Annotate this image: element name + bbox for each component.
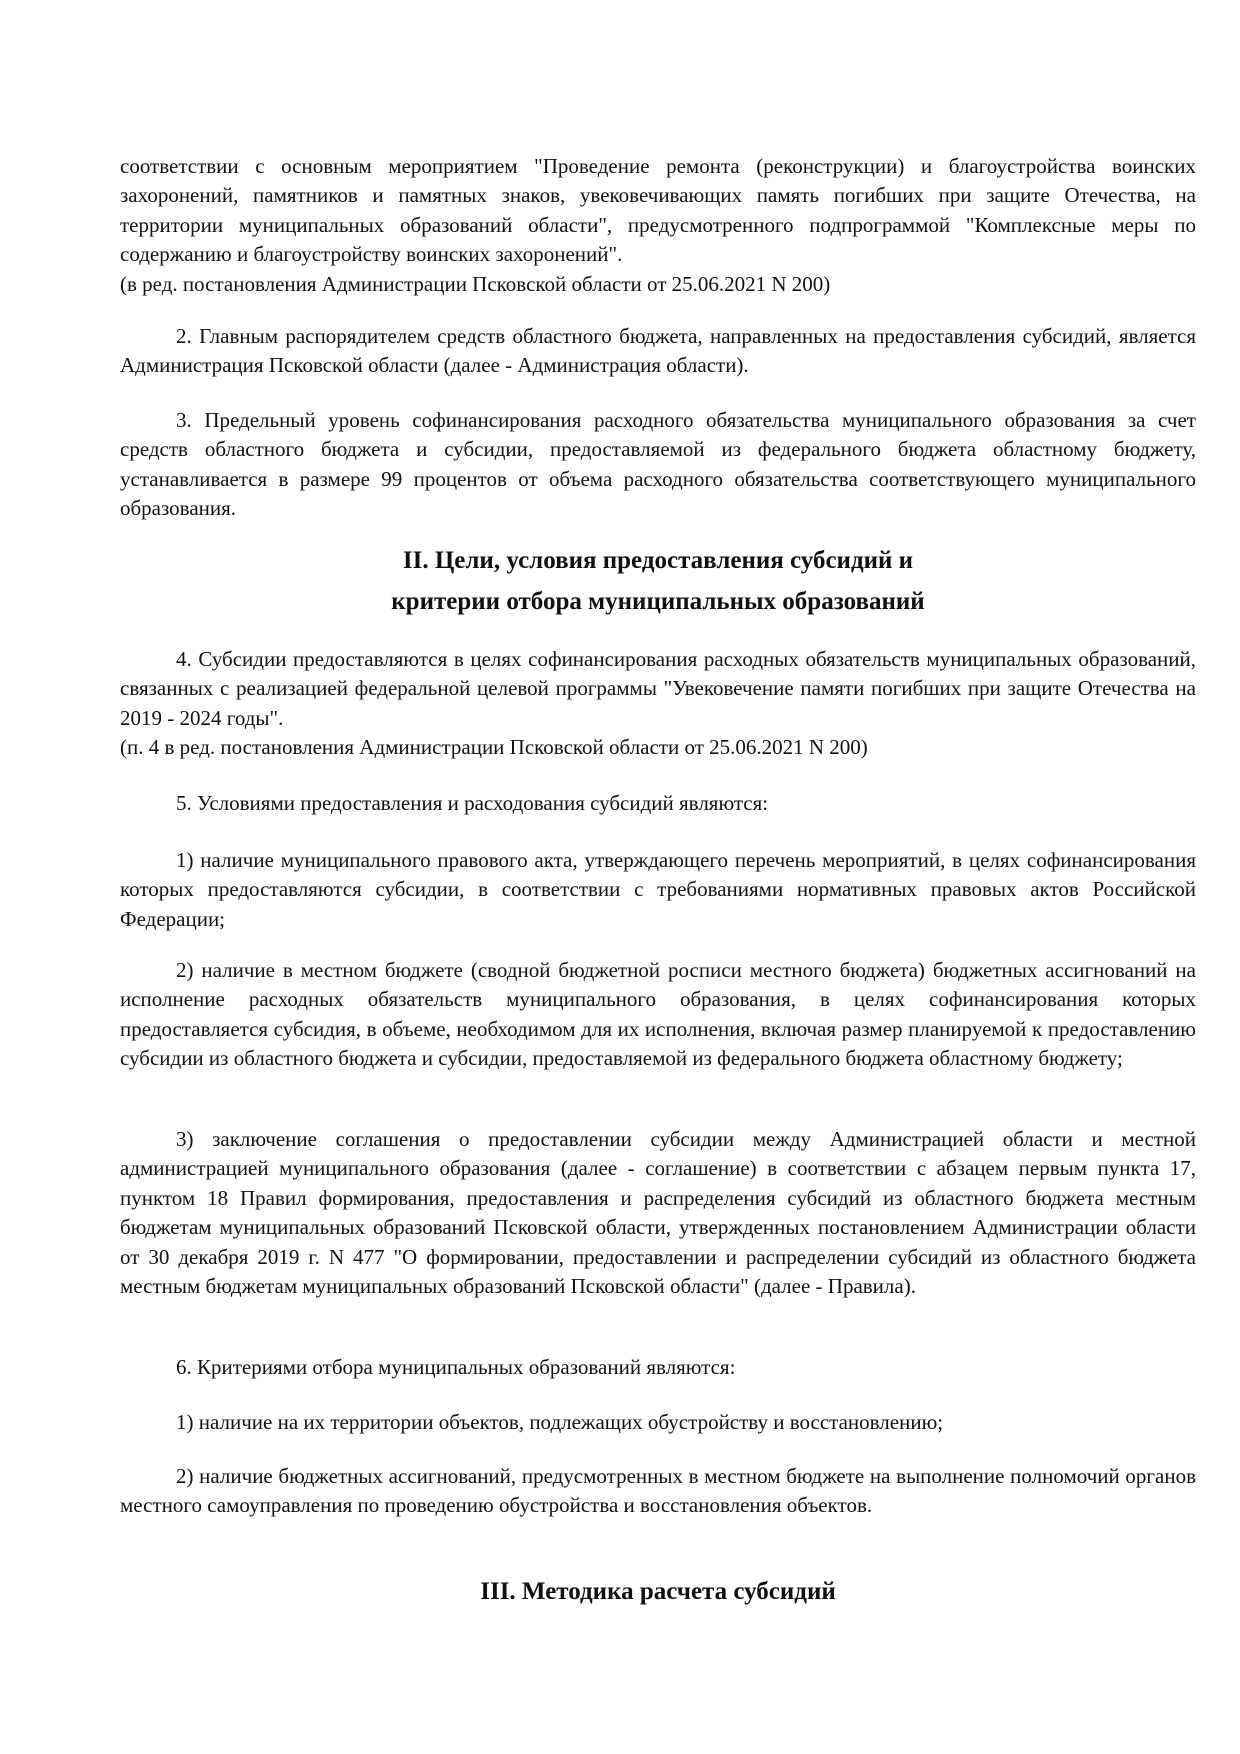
amendment-note: (в ред. постановления Администрации Псковской области от 25.06.2021 N 200) (120, 272, 831, 296)
paragraph-4: 4. Субсидии предоставляются в целях софинансирования расходных обязательств муниципальных образований, связанных с реализацией федеральной целевой программы "Увековечение памяти погибших при защите Отечества на 2019 - 2024 годы". (120, 647, 1196, 730)
section-2-heading-line-1: II. Цели, условия предоставления субсидий и (402, 547, 914, 574)
condition-3: 3) заключение соглашения о предоставлении субсидии между Администрацией области и местной администрацией муниципального образования (далее - соглашение) в соответствии с абзацем первым пункта 17, пунктом 18 Правил формирования, предоставления и распределения субсидий из областного бюджета местным бюджетам муниципальных образований Псковской области, утвержденных постановлением Администрации области от 30 декабря 2019 г. N 477 "О формировании, предоставлении и распределении субсидий из областного бюджета местным бюджетам муниципальных образований Псковской области" (далее - Правила). (120, 1127, 1196, 1299)
condition-1: 1) наличие муниципального правового акта, утверждающего перечень мероприятий, в целях софинансирования которых предоставляются субсидии, в соответствии с требованиями нормативных правовых актов Российской Федерации; (120, 848, 1196, 931)
paragraph-continuation: соответствии с основным мероприятием "Проведение ремонта (реконструкции) и благоустройства воинских захоронений, памятников и памятных знаков, увековечивающих память погибших при защите Отечества, на территории муниципальных образований области", предусмотренного подпрограммой "Комплексные меры по содержанию и благоустройству воинских захоронений". (120, 154, 1196, 267)
paragraph-3: 3. Предельный уровень софинансирования расходного обязательства муниципального образования за счет средств областного бюджета и субсидии, предоставляемой из федерального бюджета областному бюджету, устанавливается в размере 99 процентов от объема расходного обязательства соответствующего муниципального образования. (120, 408, 1196, 521)
amendment-note-4: (п. 4 в ред. постановления Администрации Псковской области от 25.06.2021 N 200) (120, 735, 868, 759)
paragraph-6: 6. Критериями отбора муниципальных образований являются: (176, 1355, 736, 1379)
paragraph-5: 5. Условиями предоставления и расходования субсидий являются: (176, 791, 769, 815)
criterion-1: 1) наличие на их территории объектов, подлежащих обустройству и восстановлению; (176, 1410, 944, 1434)
section-3-heading: III. Методика расчета субсидий (480, 1578, 836, 1605)
criterion-2: 2) наличие бюджетных ассигнований, предусмотренных в местном бюджете на выполнение полномочий органов местного самоуправления по проведению обустройства и восстановления объектов. (120, 1464, 1196, 1518)
paragraph-2: 2. Главным распорядителем средств областного бюджета, направленных на предоставления субсидий, является Администрация Псковской области (далее - Администрация области). (120, 324, 1196, 378)
section-2-heading-line-2: критерии отбора муниципальных образований (391, 588, 925, 615)
condition-2: 2) наличие в местном бюджете (сводной бюджетной росписи местного бюджета) бюджетных ассигнований на исполнение расходных обязательств муниципального образования, в целях софинансирования которых предоставляется субсидия, в объеме, необходимом для их исполнения, включая размер планируемой к предоставлению субсидии из областного бюджета и субсидии, предоставляемой из федерального бюджета областному бюджету; (120, 958, 1196, 1071)
